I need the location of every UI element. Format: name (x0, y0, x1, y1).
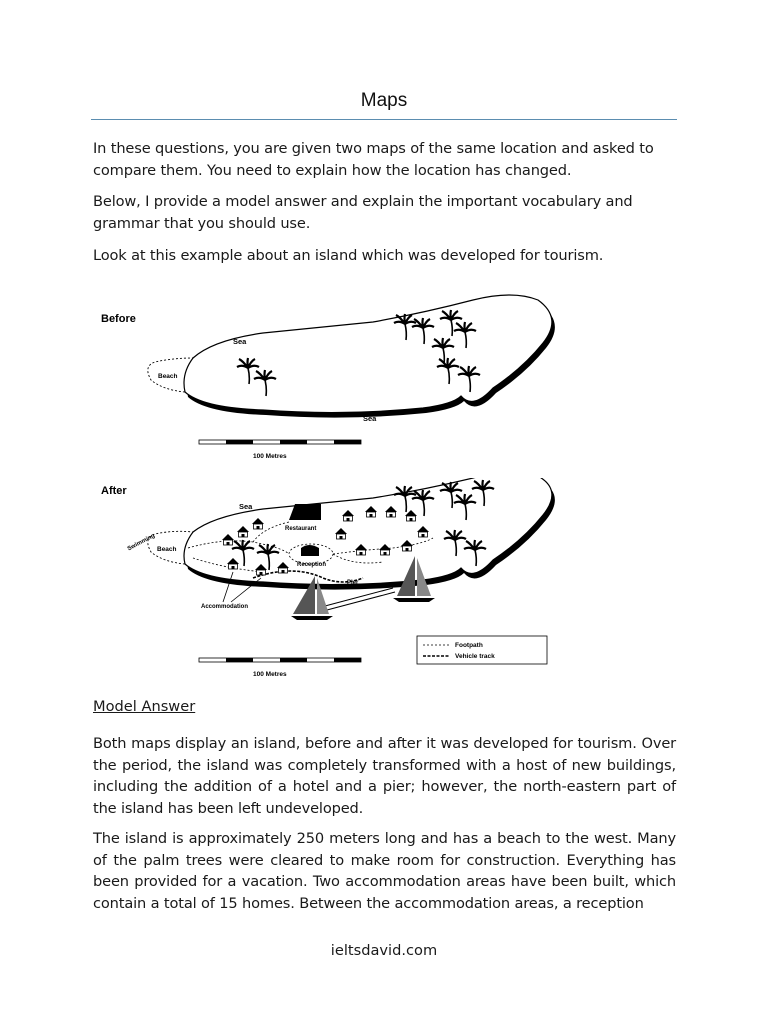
before-island (184, 295, 552, 413)
answer-paragraph-2: The island is approximately 250 meters long and has a beach to the west. Many of the palm trees were cleared to make room for construction. Everything has been provided for a vacation. Two accommodation areas have been built, which contain a total of 15 homes. Between the accommodation areas, a reception (93, 830, 676, 912)
legend-vehicle-track-label: Vehicle track (455, 653, 495, 660)
intro-paragraph-2: Below, I provide a model answer and explain the important vocabulary and grammar that you should use. (93, 193, 633, 232)
after-sea-label: Sea (239, 502, 253, 511)
reception-label: Reception (297, 562, 327, 568)
before-map (93, 288, 563, 468)
before-sea-top-label: Sea (233, 337, 247, 346)
restaurant-label: Restaurant (285, 526, 317, 532)
before-heading: Before (101, 313, 136, 325)
pier-label: Pier (347, 580, 359, 586)
after-beach-label: Beach (157, 546, 177, 553)
before-beach-label: Beach (158, 373, 178, 380)
legend-footpath-label: Footpath (455, 642, 483, 649)
pier-structure (325, 588, 395, 610)
after-scale-label: 100 Metres (253, 671, 287, 678)
before-scale-label: 100 Metres (253, 453, 287, 460)
reception-building-icon (301, 545, 319, 556)
accommodation-label: Accommodation (201, 604, 249, 610)
intro-paragraph-3: Look at this example about an island which was developed for tourism. (93, 247, 604, 264)
after-scale-bar (199, 658, 361, 662)
before-scale-bar (199, 440, 361, 444)
answer-paragraph-1: Both maps display an island, before and after it was developed for tourism. Over the period, the island was completely transformed with a host of new buildings, including the addition of a hotel and a pier; however, the north-eastern part of the island has been left undeveloped. (93, 735, 676, 817)
swimming-label: Swimming (126, 532, 157, 553)
title-divider (91, 119, 677, 120)
intro-paragraph-1: In these questions, you are given two maps of the same location and asked to compare them. You need to explain how the location has changed. (93, 140, 654, 179)
before-sea-bottom-label: Sea (363, 414, 377, 423)
after-heading: After (101, 485, 127, 497)
after-map (93, 478, 563, 682)
page-title: Maps (360, 90, 408, 111)
model-answer-heading: Model Answer (93, 698, 196, 715)
footer-site: ieltsdavid.com (330, 942, 438, 959)
